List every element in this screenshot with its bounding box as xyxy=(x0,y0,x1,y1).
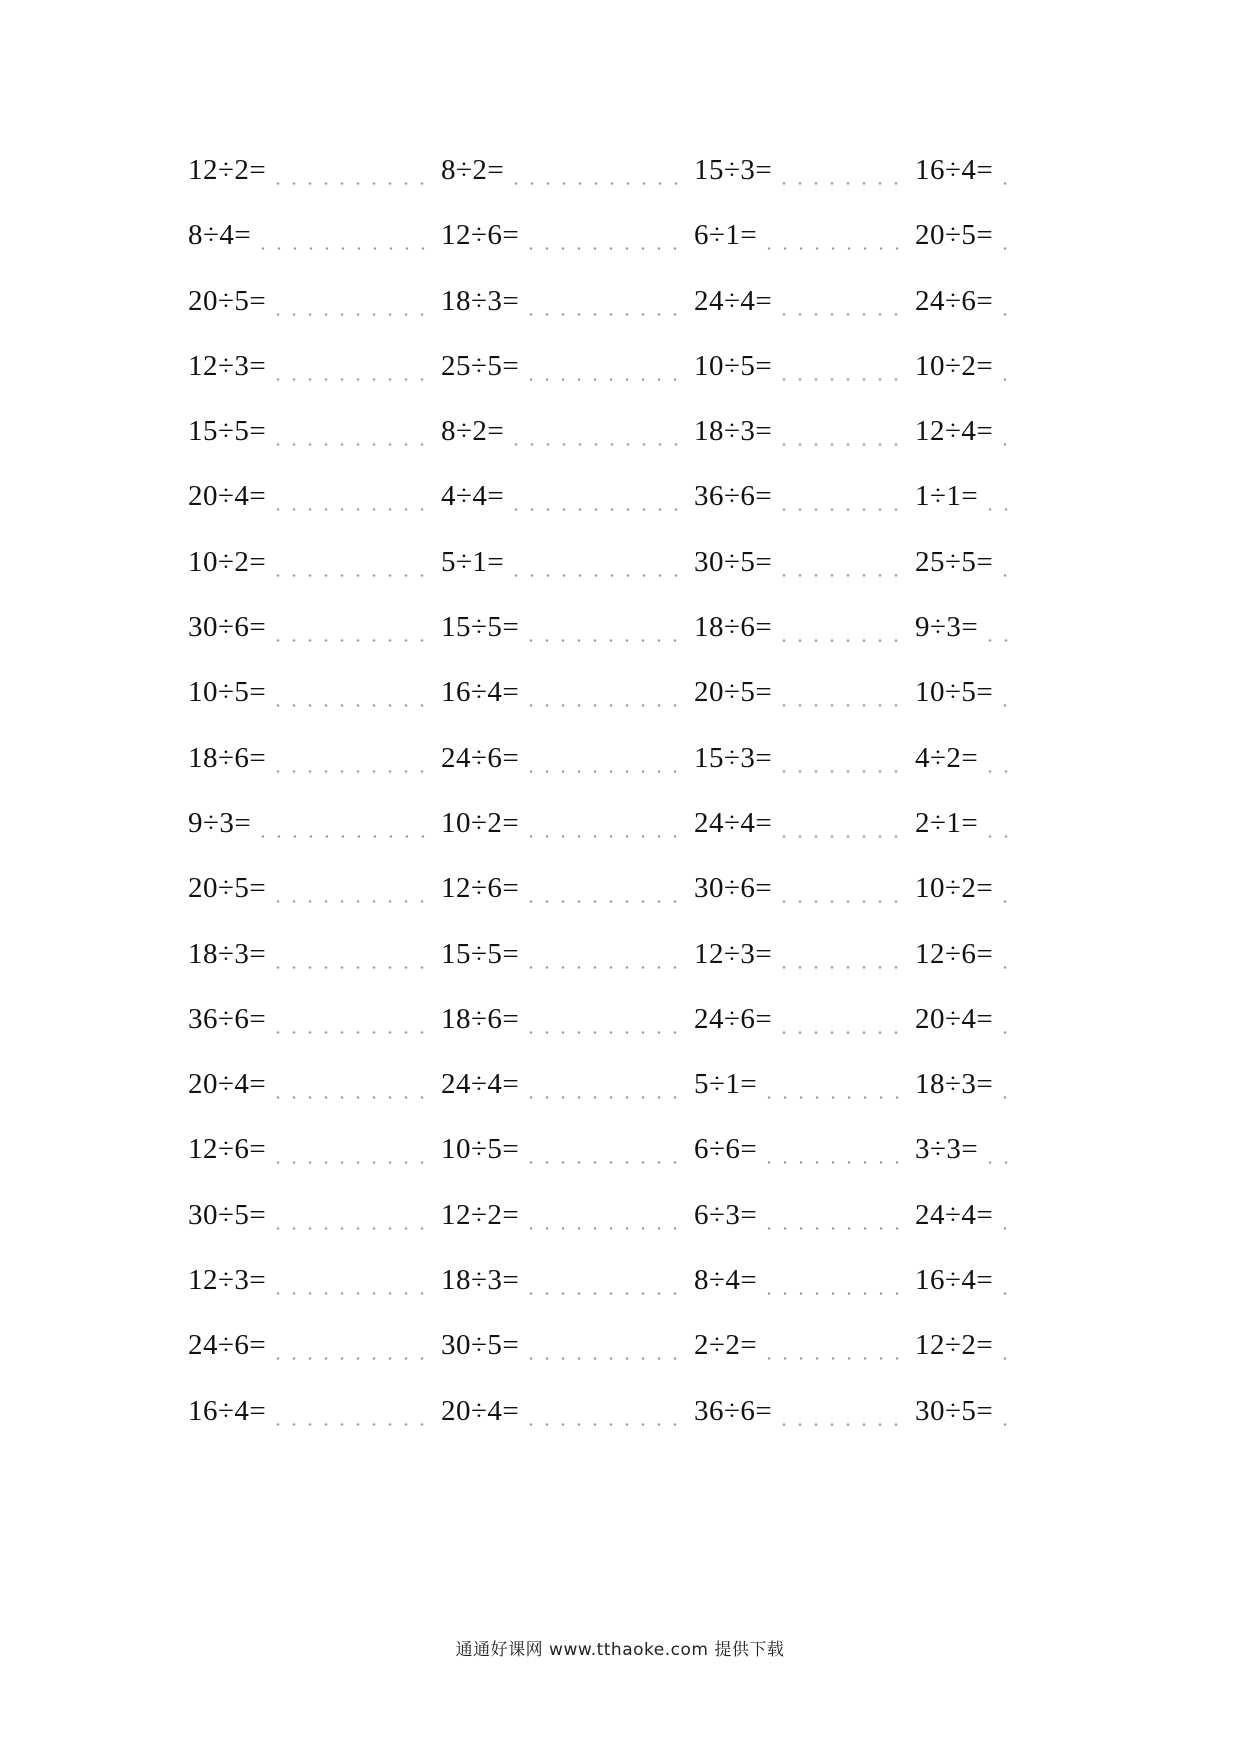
problem-cell xyxy=(188,1067,441,1107)
division-problem: 18÷3= xyxy=(441,284,520,317)
footer-credit: 通通好课网 www.tthaoke.com 提供下载 xyxy=(455,1640,785,1660)
problem-cell xyxy=(694,479,915,519)
problem-row xyxy=(188,1394,1016,1459)
answer-dotted-line[interactable] xyxy=(997,1198,1016,1232)
answer-dotted-line[interactable] xyxy=(523,1263,686,1297)
problem-cell xyxy=(694,741,915,781)
answer-dotted-line[interactable] xyxy=(997,414,1016,448)
answer-dotted-line[interactable] xyxy=(523,1002,686,1036)
problem-cell xyxy=(694,414,915,454)
problem-cell xyxy=(915,1263,1016,1303)
problem-cell xyxy=(915,218,1016,258)
problem-row xyxy=(188,610,1016,675)
division-problem: 30÷5= xyxy=(915,1394,994,1427)
division-problem: 15÷3= xyxy=(694,741,773,774)
answer-dotted-line[interactable] xyxy=(776,479,907,513)
problem-cell xyxy=(694,1067,915,1107)
division-problem: 18÷3= xyxy=(441,1264,520,1297)
problem-cell xyxy=(188,675,441,715)
answer-dotted-line[interactable] xyxy=(270,1394,433,1428)
problem-row xyxy=(188,153,1016,218)
division-problem: 18÷3= xyxy=(188,937,267,970)
answer-dotted-line[interactable] xyxy=(776,349,907,383)
problem-row xyxy=(188,545,1016,610)
answer-dotted-line[interactable] xyxy=(270,414,433,448)
answer-dotted-line[interactable] xyxy=(508,545,686,579)
division-problem: 12÷6= xyxy=(441,219,520,252)
answer-dotted-line[interactable] xyxy=(776,806,907,840)
problem-cell xyxy=(694,153,915,193)
problem-cell xyxy=(694,1328,915,1368)
problem-row xyxy=(188,218,1016,283)
division-problem: 10÷2= xyxy=(441,806,520,839)
problem-cell xyxy=(188,806,441,846)
problem-row xyxy=(188,675,1016,740)
answer-dotted-line[interactable] xyxy=(997,218,1016,252)
division-problem: 30÷5= xyxy=(441,1329,520,1362)
division-problem: 12÷3= xyxy=(188,349,267,382)
answer-dotted-line[interactable] xyxy=(523,1198,686,1232)
division-problem: 24÷6= xyxy=(188,1329,267,1362)
division-problem: 1÷1= xyxy=(915,480,979,513)
problem-cell xyxy=(441,1002,694,1042)
answer-dotted-line[interactable] xyxy=(270,1132,433,1166)
problem-cell xyxy=(441,806,694,846)
division-problem: 24÷6= xyxy=(441,741,520,774)
division-problem: 16÷4= xyxy=(915,154,994,186)
answer-dotted-line[interactable] xyxy=(523,610,686,644)
problem-cell xyxy=(188,1198,441,1238)
problem-cell xyxy=(915,545,1016,585)
division-problem: 8÷4= xyxy=(694,1264,758,1297)
problem-row xyxy=(188,349,1016,414)
problem-cell xyxy=(441,218,694,258)
problem-cell xyxy=(188,545,441,585)
division-problem: 5÷1= xyxy=(694,1068,758,1101)
problem-row xyxy=(188,1002,1016,1067)
answer-dotted-line[interactable] xyxy=(776,284,907,318)
problem-row xyxy=(188,284,1016,349)
problem-cell xyxy=(915,1132,1016,1172)
division-problem: 24÷4= xyxy=(915,1198,994,1231)
division-problem: 18÷3= xyxy=(915,1068,994,1101)
problem-cell xyxy=(188,284,441,324)
answer-dotted-line[interactable] xyxy=(270,937,433,971)
problem-row xyxy=(188,414,1016,479)
answer-dotted-line[interactable] xyxy=(523,1132,686,1166)
problem-row xyxy=(188,479,1016,544)
problem-cell xyxy=(441,1394,694,1434)
problem-row xyxy=(188,1067,1016,1132)
division-problem: 9÷3= xyxy=(915,611,979,644)
problem-cell xyxy=(915,806,1016,846)
answer-dotted-line[interactable] xyxy=(270,1002,433,1036)
division-problem: 6÷6= xyxy=(694,1133,758,1166)
answer-dotted-line[interactable] xyxy=(523,1328,686,1362)
problem-cell xyxy=(915,1198,1016,1238)
answer-dotted-line[interactable] xyxy=(776,741,907,775)
answer-dotted-line[interactable] xyxy=(997,545,1016,579)
problem-cell xyxy=(188,414,441,454)
answer-dotted-line[interactable] xyxy=(270,610,433,644)
answer-dotted-line[interactable] xyxy=(270,545,433,579)
problem-cell xyxy=(441,937,694,977)
problem-cell xyxy=(441,871,694,911)
division-problem: 16÷4= xyxy=(915,1264,994,1297)
answer-dotted-line[interactable] xyxy=(523,806,686,840)
problem-cell xyxy=(188,153,441,193)
problem-cell xyxy=(915,871,1016,911)
problem-cell xyxy=(441,741,694,781)
answer-dotted-line[interactable] xyxy=(270,1328,433,1362)
division-problem: 12÷6= xyxy=(188,1133,267,1166)
division-problem: 15÷5= xyxy=(441,611,520,644)
answer-dotted-line[interactable] xyxy=(508,414,686,448)
division-problem: 24÷6= xyxy=(694,1002,773,1035)
division-problem: 9÷3= xyxy=(188,806,252,839)
division-problem: 20÷4= xyxy=(441,1394,520,1427)
problem-cell xyxy=(694,937,915,977)
division-problem: 15÷5= xyxy=(441,937,520,970)
problem-cell xyxy=(915,675,1016,715)
answer-dotted-line[interactable] xyxy=(508,479,686,513)
division-problem: 12÷2= xyxy=(441,1198,520,1231)
answer-dotted-line[interactable] xyxy=(776,545,907,579)
problem-cell xyxy=(915,284,1016,324)
problem-cell xyxy=(915,1394,1016,1434)
problem-cell xyxy=(441,1198,694,1238)
problem-cell xyxy=(915,1328,1016,1368)
problem-cell xyxy=(694,675,915,715)
division-problem: 24÷4= xyxy=(694,806,773,839)
answer-dotted-line[interactable] xyxy=(761,218,907,252)
problem-cell xyxy=(188,1263,441,1303)
answer-dotted-line[interactable] xyxy=(270,1198,433,1232)
problem-cell xyxy=(694,1394,915,1434)
answer-dotted-line[interactable] xyxy=(997,1328,1016,1362)
problem-cell xyxy=(694,610,915,650)
answer-dotted-line[interactable] xyxy=(255,806,433,840)
problem-cell xyxy=(694,1002,915,1042)
answer-dotted-line[interactable] xyxy=(776,610,907,644)
division-problem: 16÷4= xyxy=(188,1394,267,1427)
problem-cell xyxy=(694,1198,915,1238)
problem-cell xyxy=(188,1132,441,1172)
problem-cell xyxy=(441,1067,694,1107)
answer-dotted-line[interactable] xyxy=(997,284,1016,318)
problem-cell xyxy=(441,1132,694,1172)
division-problem: 36÷6= xyxy=(694,480,773,513)
answer-dotted-line[interactable] xyxy=(997,937,1016,971)
answer-dotted-line[interactable] xyxy=(523,1067,686,1101)
answer-dotted-line[interactable] xyxy=(997,1263,1016,1297)
division-problem: 25÷5= xyxy=(441,349,520,382)
division-problem: 15÷5= xyxy=(188,415,267,448)
division-problem: 10÷5= xyxy=(915,676,994,709)
division-problem: 18÷6= xyxy=(694,611,773,644)
problem-row xyxy=(188,1328,1016,1393)
problem-cell xyxy=(188,610,441,650)
problem-cell xyxy=(188,741,441,781)
answer-dotted-line[interactable] xyxy=(776,871,907,905)
answer-dotted-line[interactable] xyxy=(761,1328,907,1362)
problem-cell xyxy=(915,937,1016,977)
problem-cell xyxy=(441,153,694,193)
division-problem: 18÷6= xyxy=(441,1002,520,1035)
division-problem: 16÷4= xyxy=(441,676,520,709)
division-problem: 3÷3= xyxy=(915,1133,979,1166)
answer-dotted-line[interactable] xyxy=(270,284,433,318)
division-problem: 20÷4= xyxy=(915,1002,994,1035)
division-problem: 10÷2= xyxy=(915,872,994,905)
division-problem: 20÷5= xyxy=(915,219,994,252)
problem-cell xyxy=(441,414,694,454)
problem-cell xyxy=(188,1394,441,1434)
problem-cell xyxy=(441,675,694,715)
problem-cell xyxy=(188,349,441,389)
division-problem: 36÷6= xyxy=(188,1002,267,1035)
problem-cell xyxy=(915,414,1016,454)
answer-dotted-line[interactable] xyxy=(270,871,433,905)
problem-cell xyxy=(441,610,694,650)
division-problem: 4÷2= xyxy=(915,741,979,774)
division-problem: 25÷5= xyxy=(915,545,994,578)
division-problem: 30÷6= xyxy=(694,872,773,905)
answer-dotted-line[interactable] xyxy=(270,1067,433,1101)
problem-cell xyxy=(188,937,441,977)
problem-cell xyxy=(694,806,915,846)
problem-row xyxy=(188,741,1016,806)
division-problem: 5÷1= xyxy=(441,545,505,578)
division-worksheet xyxy=(188,153,1016,1459)
problem-cell xyxy=(694,349,915,389)
answer-dotted-line[interactable] xyxy=(776,1002,907,1036)
division-problem: 12÷3= xyxy=(694,937,773,970)
answer-dotted-line[interactable] xyxy=(523,871,686,905)
answer-dotted-line[interactable] xyxy=(997,1002,1016,1036)
division-problem: 20÷5= xyxy=(188,872,267,905)
division-problem: 20÷5= xyxy=(188,284,267,317)
answer-dotted-line[interactable] xyxy=(776,675,907,709)
problem-cell xyxy=(915,741,1016,781)
problem-cell xyxy=(915,153,1016,193)
problem-cell xyxy=(441,479,694,519)
division-problem: 10÷2= xyxy=(188,545,267,578)
division-problem: 10÷5= xyxy=(441,1133,520,1166)
answer-dotted-line[interactable] xyxy=(523,1394,686,1428)
division-problem: 20÷4= xyxy=(188,480,267,513)
problem-cell xyxy=(441,1263,694,1303)
division-problem: 6÷1= xyxy=(694,219,758,252)
problem-cell xyxy=(915,610,1016,650)
answer-dotted-line[interactable] xyxy=(982,806,1016,840)
division-problem: 30÷6= xyxy=(188,611,267,644)
problem-cell xyxy=(694,1132,915,1172)
answer-dotted-line[interactable] xyxy=(982,479,1016,513)
division-problem: 10÷5= xyxy=(694,349,773,382)
answer-dotted-line[interactable] xyxy=(997,675,1016,709)
problem-cell xyxy=(915,1067,1016,1107)
answer-dotted-line[interactable] xyxy=(776,153,907,187)
division-problem: 18÷3= xyxy=(694,415,773,448)
answer-dotted-line[interactable] xyxy=(776,414,907,448)
problem-cell xyxy=(694,1263,915,1303)
answer-dotted-line[interactable] xyxy=(270,741,433,775)
division-problem: 12÷4= xyxy=(915,415,994,448)
answer-dotted-line[interactable] xyxy=(761,1263,907,1297)
answer-dotted-line[interactable] xyxy=(523,349,686,383)
answer-dotted-line[interactable] xyxy=(776,1394,907,1428)
division-problem: 12÷2= xyxy=(188,154,267,186)
answer-dotted-line[interactable] xyxy=(523,218,686,252)
problem-row xyxy=(188,871,1016,936)
answer-dotted-line[interactable] xyxy=(270,349,433,383)
division-problem: 36÷6= xyxy=(694,1394,773,1427)
division-problem: 10÷5= xyxy=(188,676,267,709)
problem-cell xyxy=(694,545,915,585)
problem-cell xyxy=(694,218,915,258)
problem-row xyxy=(188,1198,1016,1263)
division-problem: 8÷4= xyxy=(188,219,252,252)
problem-cell xyxy=(188,479,441,519)
answer-dotted-line[interactable] xyxy=(523,284,686,318)
answer-dotted-line[interactable] xyxy=(270,479,433,513)
problem-cell xyxy=(188,1328,441,1368)
problem-row xyxy=(188,806,1016,871)
answer-dotted-line[interactable] xyxy=(761,1198,907,1232)
answer-dotted-line[interactable] xyxy=(523,741,686,775)
answer-dotted-line[interactable] xyxy=(997,1394,1016,1428)
answer-dotted-line[interactable] xyxy=(982,610,1016,644)
answer-dotted-line[interactable] xyxy=(523,675,686,709)
division-problem: 24÷6= xyxy=(915,284,994,317)
problem-cell xyxy=(188,871,441,911)
problem-cell xyxy=(694,871,915,911)
division-problem: 15÷3= xyxy=(694,154,773,186)
answer-dotted-line[interactable] xyxy=(508,153,686,187)
answer-dotted-line[interactable] xyxy=(997,349,1016,383)
problem-row xyxy=(188,1263,1016,1328)
answer-dotted-line[interactable] xyxy=(997,153,1016,187)
division-problem: 2÷2= xyxy=(694,1329,758,1362)
division-problem: 8÷2= xyxy=(441,154,505,186)
division-problem: 10÷2= xyxy=(915,349,994,382)
answer-dotted-line[interactable] xyxy=(270,153,433,187)
division-problem: 30÷5= xyxy=(188,1198,267,1231)
answer-dotted-line[interactable] xyxy=(761,1067,907,1101)
answer-dotted-line[interactable] xyxy=(255,218,433,252)
division-problem: 12÷6= xyxy=(915,937,994,970)
problem-row xyxy=(188,937,1016,1002)
answer-dotted-line[interactable] xyxy=(982,741,1016,775)
division-problem: 12÷2= xyxy=(915,1329,994,1362)
answer-dotted-line[interactable] xyxy=(997,871,1016,905)
answer-dotted-line[interactable] xyxy=(997,1067,1016,1101)
division-problem: 30÷5= xyxy=(694,545,773,578)
division-problem: 6÷3= xyxy=(694,1198,758,1231)
division-problem: 8÷2= xyxy=(441,415,505,448)
division-problem: 20÷4= xyxy=(188,1068,267,1101)
answer-dotted-line[interactable] xyxy=(270,675,433,709)
division-problem: 24÷4= xyxy=(441,1068,520,1101)
answer-dotted-line[interactable] xyxy=(982,1132,1016,1166)
division-problem: 18÷6= xyxy=(188,741,267,774)
answer-dotted-line[interactable] xyxy=(523,937,686,971)
problem-cell xyxy=(188,1002,441,1042)
division-problem: 12÷3= xyxy=(188,1264,267,1297)
problem-cell xyxy=(188,218,441,258)
division-problem: 2÷1= xyxy=(915,806,979,839)
problem-row xyxy=(188,1132,1016,1197)
problem-cell xyxy=(441,284,694,324)
answer-dotted-line[interactable] xyxy=(270,1263,433,1297)
problem-cell xyxy=(915,1002,1016,1042)
answer-dotted-line[interactable] xyxy=(761,1132,907,1166)
division-problem: 4÷4= xyxy=(441,480,505,513)
problem-cell xyxy=(441,545,694,585)
division-problem: 20÷5= xyxy=(694,676,773,709)
answer-dotted-line[interactable] xyxy=(776,937,907,971)
problem-cell xyxy=(915,349,1016,389)
problem-cell xyxy=(915,479,1016,519)
division-problem: 12÷6= xyxy=(441,872,520,905)
problem-cell xyxy=(441,349,694,389)
division-problem: 24÷4= xyxy=(694,284,773,317)
problem-cell xyxy=(694,284,915,324)
problem-cell xyxy=(441,1328,694,1368)
